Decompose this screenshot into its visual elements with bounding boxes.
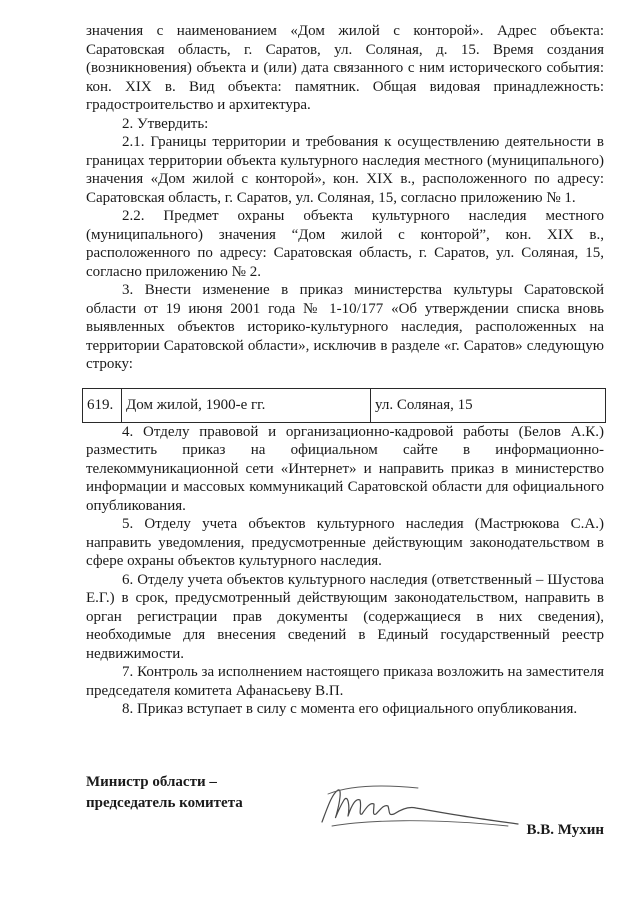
table-cell-address: ул. Соляная, 15 — [371, 388, 606, 422]
paragraph-7: 7. Контроль за исполнением настоящего приказа возложить на заместителя председателя комитета Афанасьеву В.П. — [86, 664, 604, 699]
paragraph-5: 5. Отделу учета объектов культурного наследия (Мастрюкова С.А.) направить уведомления, предусмотренные действующим законодательством в сфере охраны объектов культурного наследия. — [86, 516, 604, 569]
paragraph-2-1: 2.1. Границы территории и требования к осуществлению деятельности в границах территории объекта культурного наследия местного (муниципального) значения «Дом жилой с конторой», кон. XIX в., расположенного по адресу: Саратовская область, г. Саратов, ул. Соляная, 15, согласно приложению № 1. — [86, 134, 604, 206]
table-row — [83, 388, 606, 422]
paragraph-4: 4. Отделу правовой и организационно-кадровой работы (Белов А.К.) разместить приказ на официальном сайте в информационно-телекоммуникационной сети «Интернет» и направить приказ в министерство информации и массовых коммуникаций Саратовской области для официального опубликования. — [86, 423, 604, 514]
paragraph-6: 6. Отделу учета объектов культурного наследия (ответственный – Шустова Е.Г.) в срок, предусмотренный действующим законодательством, направить в орган регистрации прав документы (содержащиеся в них сведения), необходимые для внесения сведений в Единый государственный реестр недвижимости. — [86, 571, 604, 662]
paragraph-approve: 2. Утвердить: — [122, 115, 209, 132]
table-cell-name: Дом жилой, 1900-е гг. — [122, 388, 371, 422]
paragraph-object-info: значения с наименованием «Дом жилой с конторой». Адрес объекта: Саратовская область, г. Саратов, ул. Соляная, д. 15. Время создания (возникновения) объекта и (или) дата связанного с ним исторического события: кон. XIX в. Вид объекта: памятник. Общая видовая принадлежность: градостроительство и архитектура. — [86, 23, 604, 113]
signatory-title-line1: Министр области – — [86, 774, 217, 790]
signatory-title-line2: председатель комитета — [86, 795, 243, 811]
table-cell-number: 619. — [83, 388, 122, 422]
paragraph-8: 8. Приказ вступает в силу с момента его официального опубликования. — [122, 701, 578, 717]
excluded-row-table — [82, 388, 606, 423]
document-body — [86, 22, 604, 719]
handwritten-signature — [308, 776, 528, 846]
signatory-name: В.В. Мухин — [526, 822, 604, 838]
paragraph-3: 3. Внести изменение в приказ министерства культуры Саратовской области от 19 июня 2001 года № 1-10/177 «Об утверждении списка вновь выявленных объектов историко-культурного наследия, расположенных на территории Саратовской области», исключив в разделе «г. Саратов» следующую строку: — [86, 282, 604, 372]
paragraph-2-2: 2.2. Предмет охраны объекта культурного наследия местного (муниципального) значения “Дом жилой с конторой”, кон. XIX в., расположенного по адресу: Саратовская область, г. Саратов, ул. Соляная, 15, согласно приложению № 2. — [86, 208, 604, 280]
signatory-title — [86, 772, 243, 814]
signature-block — [86, 772, 604, 842]
